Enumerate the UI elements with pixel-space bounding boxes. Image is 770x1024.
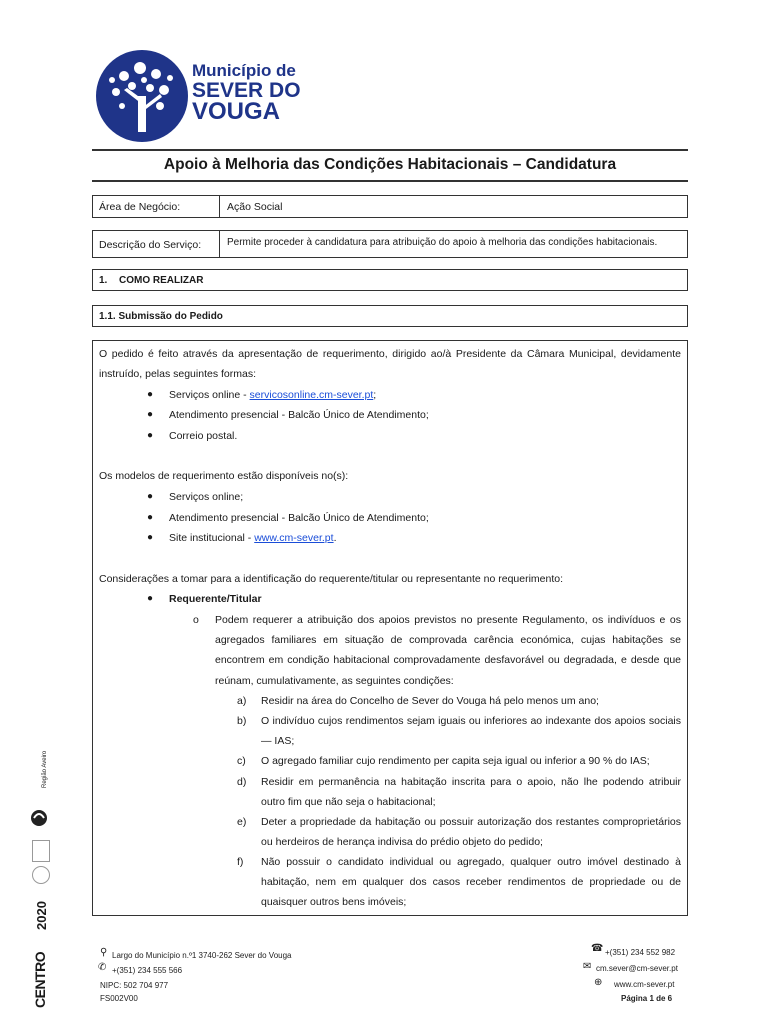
sub-bullet-marker: o — [193, 614, 199, 626]
condition-a-text: Residir na área do Concelho de Sever do Vouga há pelo menos um ano; — [261, 695, 599, 707]
footer-email[interactable]: cm.sever@cm-sever.pt — [596, 964, 678, 973]
condition-d-text-2: outro fim que não seja o habitacional; — [261, 796, 436, 808]
condition-f-marker: f) — [237, 856, 244, 868]
modelos-intro: Os modelos de requerimento estão disponíveis no(s): — [99, 470, 349, 482]
page-title: Apoio à Melhoria das Condições Habitacionais – Candidatura — [163, 156, 617, 173]
condition-f-text-2: habitação, nem em qualquer dos casos receber rendimentos de propriedade ou de — [261, 876, 681, 888]
modelo-item-2: Atendimento presencial - Balcão Único de Atendimento; — [169, 512, 429, 524]
centro-logo-text: CENTRO — [32, 951, 48, 1008]
bullet-icon: ● — [147, 512, 154, 523]
content-box — [92, 340, 688, 916]
condition-e-text-1: Deter a propriedade da habitação ou possuir autorização dos restantes comproprietários — [261, 816, 681, 828]
cell-divider — [219, 231, 220, 257]
regiao-aveiro-icon — [28, 788, 50, 828]
footer-phone-right: +(351) 234 552 982 — [605, 948, 676, 957]
condition-d-text-1: Residir em permanência na habitação inscrita para o apoio, não lhe podendo atribuir — [261, 776, 681, 788]
footer-nipc: NIPC: 502 704 977 — [100, 981, 169, 990]
intro-line-2: instruído, pelas seguintes formas: — [99, 368, 256, 380]
condition-e-marker: e) — [237, 816, 247, 828]
bullet-icon: ● — [147, 491, 154, 502]
map-pin-icon: ⚲ — [100, 947, 108, 958]
descricao-servico-row — [92, 230, 688, 258]
area-negocio-row — [92, 195, 688, 218]
section-1-title: COMO REALIZAR — [119, 275, 204, 286]
area-value: Ação Social — [227, 201, 283, 213]
condition-a-marker: a) — [237, 695, 247, 707]
footer-page-number: Página 1 de 6 — [621, 994, 673, 1003]
republica-logo-icon — [32, 840, 50, 862]
title-rule-bottom — [92, 180, 688, 182]
condition-c-text: O agregado familiar cujo rendimento per capita seja igual ou inferior a 90 % do IAS; — [261, 755, 650, 767]
sub-text-line-2: agregados familiares em situação de comprovada carência económica, cujas habitações se — [215, 634, 681, 646]
email-icon: ✉ — [583, 961, 592, 972]
sub-text-line-4: reúnam, cumulativamente, as seguintes condições: — [215, 675, 454, 687]
sub-text-line-1: Podem requerer a atribuição dos apoios previstos no presente Regulamento, os indivíduos e os — [215, 614, 681, 626]
condition-b-marker: b) — [237, 715, 247, 727]
section-1-1-header — [92, 305, 688, 327]
eu-flag-icon — [32, 866, 50, 884]
condition-f-text-3: quaisquer outros bens imóveis; — [261, 896, 407, 908]
servicos-online-link[interactable]: servicosonline.cm-sever.pt — [249, 389, 374, 401]
fax-icon: ☎ — [591, 943, 604, 954]
modelo-item-3: Site institucional - www.cm-sever.pt. — [169, 532, 337, 544]
servico-value: Permite proceder à candidatura para atribuição do apoio à melhoria das condições habitacionais. — [227, 237, 658, 248]
phone-icon: ✆ — [98, 962, 107, 973]
sub-text-line-3: encontrem em condição habitacional comprovadamente desfavorável ou degradada, e desde que — [215, 654, 681, 666]
forma-item-1: Serviços online - servicosonline.cm-sever.pt; — [169, 389, 377, 401]
regiao-text: Região Aveiro — [42, 750, 48, 788]
condition-d-marker: d) — [237, 776, 247, 788]
condition-b-text-1: O indivíduo cujos rendimentos sejam iguais ou inferiores ao indexante dos apoios sociais — [261, 715, 681, 727]
servico-label: Descrição do Serviço: — [99, 239, 202, 251]
bullet-icon: ● — [147, 593, 154, 604]
bullet-icon: ● — [147, 430, 154, 441]
condition-c-marker: c) — [237, 755, 246, 767]
section-1-number: 1. — [99, 275, 108, 286]
program-2020: 2020 — [34, 901, 49, 930]
section-1-1-title: 1.1. Submissão do Pedido — [99, 311, 223, 322]
forma-item-3: Correio postal. — [169, 430, 238, 442]
consideracoes-text: Considerações a tomar para a identificação do requerente/titular ou representante no requerimento: — [99, 573, 564, 585]
footer-address: Largo do Município n.º1 3740-262 Sever do Vouga — [112, 951, 292, 960]
logo-line1: Município de — [192, 61, 296, 80]
footer-phone-left: +(351) 234 555 566 — [112, 966, 183, 975]
requerente-label: Requerente/Titular — [169, 593, 262, 605]
logo-line2: SEVER DO — [192, 79, 301, 102]
condition-f-text-1: Não possuir o candidato individual ou agregado, qualquer outro imóvel destinado à — [261, 856, 681, 868]
bullet-icon: ● — [147, 532, 154, 543]
bullet-icon: ● — [147, 389, 154, 400]
condition-b-text-2: — IAS; — [261, 735, 295, 747]
title-rule-top — [92, 149, 688, 151]
forma-item-2: Atendimento presencial - Balcão Único de Atendimento; — [169, 409, 429, 421]
bullet-icon: ● — [147, 409, 154, 420]
cell-divider — [219, 196, 220, 217]
condition-e-text-2: ou herdeiros de herança indivisa do prédio objeto do pedido; — [261, 836, 543, 848]
regiao-aveiro-logo — [28, 750, 50, 828]
footer-web[interactable]: www.cm-sever.pt — [614, 980, 675, 989]
tree-logo-icon — [94, 48, 190, 144]
section-1-header — [92, 269, 688, 291]
logo-line3: VOUGA — [192, 98, 281, 125]
intro-line-1: O pedido é feito através da apresentação de requerimento, dirigido ao/à Presidente da Câmara Municipal, devidamente — [99, 348, 681, 360]
site-institucional-link[interactable]: www.cm-sever.pt — [254, 532, 334, 544]
globe-icon: ⊕ — [594, 977, 603, 988]
footer-code: FS002V00 — [100, 994, 138, 1003]
area-label: Área de Negócio: — [99, 201, 181, 213]
modelo-item-1: Serviços online; — [169, 491, 244, 503]
